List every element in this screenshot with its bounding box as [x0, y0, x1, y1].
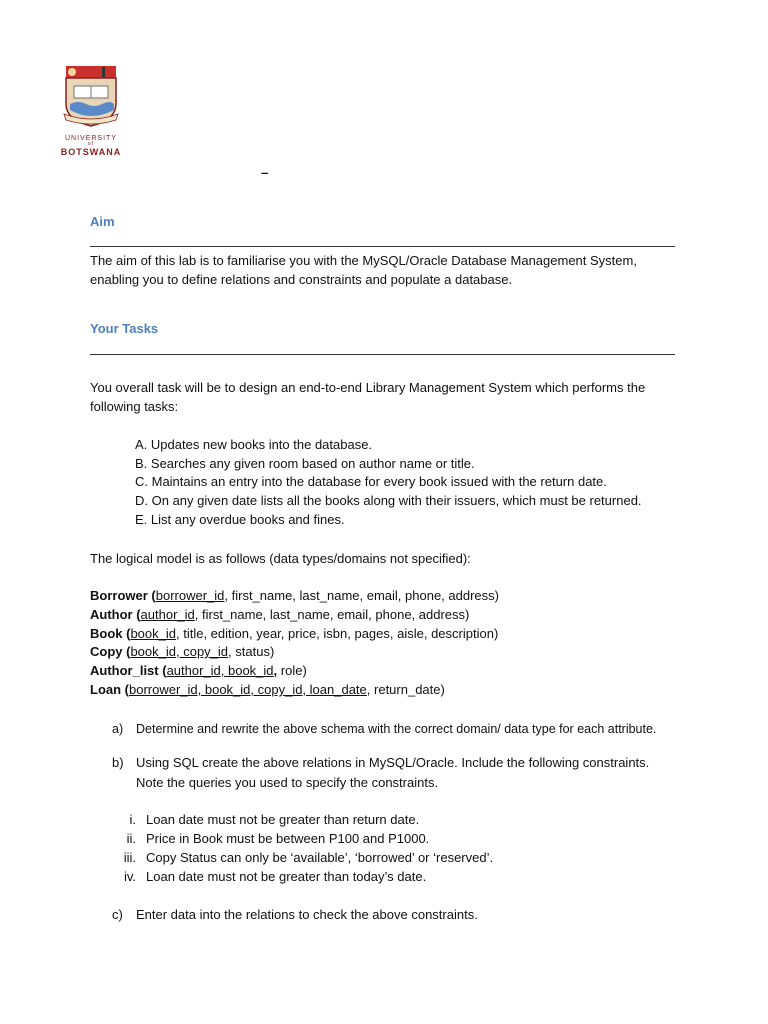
relation-attributes: role) [277, 663, 307, 678]
question-b-line2: Note the queries you used to specify the constraints. [136, 775, 439, 790]
university-logo [58, 64, 124, 157]
question-c-marker: c) [112, 907, 123, 922]
constraint-marker: i. [129, 812, 136, 827]
relation-borrower [90, 586, 499, 605]
constraint-iv [106, 867, 426, 886]
relation-key: book_id, copy_id [130, 644, 229, 659]
title-dash: – [261, 165, 269, 180]
aim-divider [90, 246, 675, 247]
question-a [112, 720, 656, 739]
aim-text-line1: The aim of this lab is to familiarise you with the MySQL/Oracle Database Management System, [90, 253, 637, 268]
relation-attributes: , status) [228, 644, 275, 659]
constraint-text: Loan date must not be greater than today’s date. [146, 869, 427, 884]
constraint-iii [106, 848, 493, 867]
tasks-intro-line1: You overall task will be to design an end-to-end Library Management System which performs the [90, 380, 646, 395]
tasks-intro-line2: following tasks: [90, 399, 179, 414]
task-item-d: D. On any given date lists all the books along with their issuers, which must be returned. [135, 493, 642, 508]
constraint-i [106, 810, 419, 829]
question-c-text: Enter data into the relations to check the above constraints. [136, 907, 478, 922]
relation-loan [90, 680, 445, 699]
relation-name: Borrower ( [90, 588, 156, 603]
logo-text-of: of [87, 141, 95, 147]
question-b-line1: Using SQL create the above relations in MySQL/Oracle. Include the following constraints. [136, 755, 650, 770]
relation-name: Copy ( [90, 644, 131, 659]
constraint-text: Price in Book must be between P100 and P1000. [146, 831, 430, 846]
relation-name: Author_list ( [90, 663, 167, 678]
constraint-marker: iii. [123, 850, 136, 865]
question-a-text: Determine and rewrite the above schema with the correct domain/ data type for each attribute. [136, 722, 657, 736]
aim-heading: Aim [90, 214, 115, 229]
relation-separator: , [273, 663, 278, 678]
relation-key: author_id, book_id [166, 663, 274, 678]
tasks-divider [90, 354, 675, 355]
relation-attributes: , title, edition, year, price, isbn, pages, aisle, description) [176, 626, 499, 641]
relation-author-list [90, 661, 307, 680]
logo-text-university: UNIVERSITY [64, 135, 117, 142]
relation-attributes: , first_name, last_name, email, phone, address) [194, 607, 470, 622]
relation-copy [90, 642, 274, 661]
question-c [112, 905, 478, 924]
relation-name: Loan ( [90, 682, 129, 697]
tasks-heading: Your Tasks [90, 321, 159, 336]
relation-key: borrower_id, book_id, copy_id, loan_date [129, 682, 367, 697]
aim-text-line2: enabling you to define relations and constraints and populate a database. [90, 272, 513, 287]
logo-text-botswana: BOTSWANA [60, 147, 122, 157]
university-crest-icon [58, 64, 124, 130]
constraint-ii [106, 829, 429, 848]
relation-attributes: , return_date) [366, 682, 445, 697]
task-item-b: B. Searches any given room based on author name or title. [135, 456, 475, 471]
relation-key: borrower_id [155, 588, 225, 603]
relation-key: author_id [140, 607, 195, 622]
constraint-marker: ii. [126, 831, 136, 846]
relation-name: Book ( [90, 626, 131, 641]
task-item-c: C. Maintains an entry into the database for every book issued with the return date. [135, 474, 607, 489]
task-item-a: A. Updates new books into the database. [135, 437, 373, 452]
relation-book [90, 624, 498, 643]
question-b-marker: b) [112, 755, 124, 770]
relation-name: Author ( [90, 607, 141, 622]
task-item-e: E. List any overdue books and fines. [135, 512, 345, 527]
constraint-text: Loan date must not be greater than return date. [146, 812, 420, 827]
constraint-marker: iv. [123, 869, 136, 884]
constraint-text: Copy Status can only be ‘available’, ‘borrowed’ or ‘reserved’. [146, 850, 494, 865]
relation-key: book_id [130, 626, 176, 641]
relation-author [90, 605, 469, 624]
question-a-marker: a) [112, 722, 124, 736]
relation-attributes: , first_name, last_name, email, phone, address) [224, 588, 499, 603]
model-intro: The logical model is as follows (data types/domains not specified): [90, 551, 471, 566]
question-b [112, 753, 649, 772]
